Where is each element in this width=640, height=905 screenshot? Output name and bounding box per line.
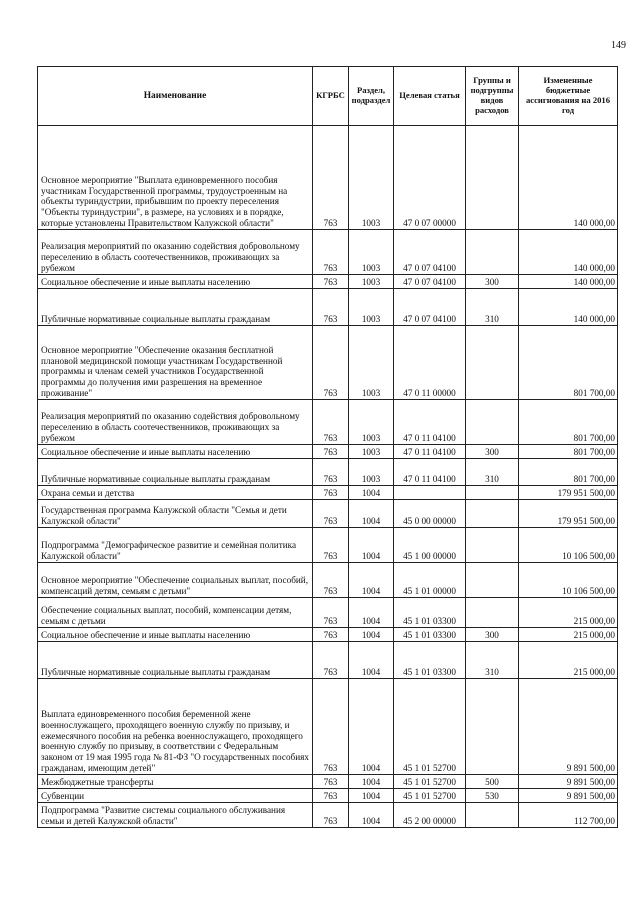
table-row bbox=[38, 679, 618, 775]
row-kgrbs: 763 bbox=[313, 500, 349, 528]
row-section: 1003 bbox=[349, 126, 394, 230]
row-amount: 9 891 500,00 bbox=[519, 679, 618, 775]
table-row bbox=[38, 598, 618, 628]
row-name: Публичные нормативные социальные выплаты гражданам bbox=[38, 289, 313, 326]
table-row bbox=[38, 500, 618, 528]
table-row bbox=[38, 789, 618, 803]
header-kgrbs: КГРБС bbox=[313, 67, 349, 126]
row-group: 300 bbox=[466, 275, 519, 289]
row-name: Основное мероприятие "Обеспечение социальных выплат, пособий, компенсаций детям, семьям с детьми" bbox=[38, 563, 313, 598]
row-name: Обеспечение социальных выплат, пособий, компенсации детям, семьям с детьми bbox=[38, 598, 313, 628]
row-amount: 10 106 500,00 bbox=[519, 563, 618, 598]
row-section: 1003 bbox=[349, 459, 394, 486]
row-name: Охрана семьи и детства bbox=[38, 486, 313, 500]
row-amount: 215 000,00 bbox=[519, 628, 618, 642]
table-row bbox=[38, 289, 618, 326]
row-group bbox=[466, 500, 519, 528]
row-amount: 140 000,00 bbox=[519, 275, 618, 289]
row-target: 47 0 07 04100 bbox=[394, 230, 466, 275]
row-target: 45 1 00 00000 bbox=[394, 528, 466, 563]
row-group: 530 bbox=[466, 789, 519, 803]
row-kgrbs: 763 bbox=[313, 789, 349, 803]
row-section: 1003 bbox=[349, 275, 394, 289]
row-section: 1004 bbox=[349, 628, 394, 642]
row-kgrbs: 763 bbox=[313, 803, 349, 828]
row-target: 47 0 11 04100 bbox=[394, 400, 466, 445]
row-kgrbs: 763 bbox=[313, 486, 349, 500]
row-target: 45 0 00 00000 bbox=[394, 500, 466, 528]
row-kgrbs: 763 bbox=[313, 642, 349, 679]
row-target: 45 1 01 52700 bbox=[394, 679, 466, 775]
row-kgrbs: 763 bbox=[313, 400, 349, 445]
row-section: 1003 bbox=[349, 400, 394, 445]
row-section: 1004 bbox=[349, 803, 394, 828]
row-group bbox=[466, 230, 519, 275]
row-name: Подпрограмма "Развитие системы социального обслуживания семьи и детей Калужской области" bbox=[38, 803, 313, 828]
table-row bbox=[38, 628, 618, 642]
row-group bbox=[466, 803, 519, 828]
row-kgrbs: 763 bbox=[313, 289, 349, 326]
row-name: Реализация мероприятий по оказанию содействия добровольному переселению в область соотечественников, проживающих за рубежом bbox=[38, 400, 313, 445]
header-section: Раздел, подраздел bbox=[349, 67, 394, 126]
row-name: Государственная программа Калужской области "Семья и дети Калужской области" bbox=[38, 500, 313, 528]
row-section: 1004 bbox=[349, 528, 394, 563]
row-section: 1003 bbox=[349, 289, 394, 326]
row-kgrbs: 763 bbox=[313, 563, 349, 598]
row-amount: 140 000,00 bbox=[519, 289, 618, 326]
row-group bbox=[466, 563, 519, 598]
table-row bbox=[38, 459, 618, 486]
row-target: 45 2 00 00000 bbox=[394, 803, 466, 828]
row-target: 45 1 01 52700 bbox=[394, 789, 466, 803]
table-row bbox=[38, 400, 618, 445]
row-section: 1004 bbox=[349, 598, 394, 628]
row-group bbox=[466, 400, 519, 445]
row-amount: 801 700,00 bbox=[519, 400, 618, 445]
row-section: 1004 bbox=[349, 775, 394, 789]
table-row bbox=[38, 642, 618, 679]
row-group: 310 bbox=[466, 642, 519, 679]
header-group: Группы и подгруппы видов расходов bbox=[466, 67, 519, 126]
row-amount: 179 951 500,00 bbox=[519, 500, 618, 528]
row-target: 47 0 11 04100 bbox=[394, 445, 466, 459]
row-group: 310 bbox=[466, 289, 519, 326]
row-target bbox=[394, 486, 466, 500]
table-row bbox=[38, 230, 618, 275]
row-kgrbs: 763 bbox=[313, 598, 349, 628]
row-kgrbs: 763 bbox=[313, 275, 349, 289]
row-section: 1004 bbox=[349, 642, 394, 679]
row-kgrbs: 763 bbox=[313, 445, 349, 459]
row-target: 45 1 01 03300 bbox=[394, 598, 466, 628]
row-section: 1004 bbox=[349, 486, 394, 500]
row-kgrbs: 763 bbox=[313, 528, 349, 563]
row-target: 47 0 07 00000 bbox=[394, 126, 466, 230]
row-amount: 215 000,00 bbox=[519, 642, 618, 679]
row-name: Публичные нормативные социальные выплаты гражданам bbox=[38, 459, 313, 486]
row-group: 500 bbox=[466, 775, 519, 789]
row-section: 1004 bbox=[349, 679, 394, 775]
row-amount: 10 106 500,00 bbox=[519, 528, 618, 563]
row-group: 300 bbox=[466, 628, 519, 642]
table-row bbox=[38, 275, 618, 289]
row-name: Выплата единовременного пособия беременной жене военнослужащего, проходящего военную службу по призыву, и ежемесячного пособия на ребенка военнослужащего, проходящего военную службу по призыву, в соответствии с Федеральным законом от 19 мая 1995 года № 81-ФЗ "О государственных пособиях гражданам, имеющим детей" bbox=[38, 679, 313, 775]
row-group bbox=[466, 598, 519, 628]
table-row bbox=[38, 528, 618, 563]
row-amount: 801 700,00 bbox=[519, 445, 618, 459]
row-amount: 140 000,00 bbox=[519, 230, 618, 275]
row-section: 1003 bbox=[349, 230, 394, 275]
row-name: Социальное обеспечение и иные выплаты населению bbox=[38, 445, 313, 459]
table-row bbox=[38, 775, 618, 789]
row-amount: 215 000,00 bbox=[519, 598, 618, 628]
row-name: Подпрограмма "Демографическое развитие и семейная политика Калужской области" bbox=[38, 528, 313, 563]
row-section: 1003 bbox=[349, 326, 394, 400]
row-name: Реализация мероприятий по оказанию содействия добровольному переселению в область соотечественников, проживающих за рубежом bbox=[38, 230, 313, 275]
row-group bbox=[466, 326, 519, 400]
header-target: Целевая статья bbox=[394, 67, 466, 126]
row-amount: 801 700,00 bbox=[519, 326, 618, 400]
row-amount: 140 000,00 bbox=[519, 126, 618, 230]
row-group bbox=[466, 486, 519, 500]
row-kgrbs: 763 bbox=[313, 459, 349, 486]
row-amount: 801 700,00 bbox=[519, 459, 618, 486]
row-amount: 112 700,00 bbox=[519, 803, 618, 828]
row-target: 45 1 01 03300 bbox=[394, 628, 466, 642]
budget-table bbox=[37, 66, 618, 828]
row-name: Социальное обеспечение и иные выплаты населению bbox=[38, 628, 313, 642]
row-kgrbs: 763 bbox=[313, 628, 349, 642]
row-name: Социальное обеспечение и иные выплаты населению bbox=[38, 275, 313, 289]
page-number: 149 bbox=[611, 40, 626, 51]
header-amount: Измененные бюджетные ассигнования на 2016 год bbox=[519, 67, 618, 126]
row-kgrbs: 763 bbox=[313, 679, 349, 775]
row-target: 45 1 01 00000 bbox=[394, 563, 466, 598]
table-row bbox=[38, 563, 618, 598]
row-target: 45 1 01 03300 bbox=[394, 642, 466, 679]
row-amount: 9 891 500,00 bbox=[519, 789, 618, 803]
row-group: 300 bbox=[466, 445, 519, 459]
row-amount: 9 891 500,00 bbox=[519, 775, 618, 789]
row-kgrbs: 763 bbox=[313, 126, 349, 230]
row-target: 47 0 07 04100 bbox=[394, 275, 466, 289]
row-name: Основное мероприятие "Выплата единовременного пособия участникам Государственной программы, трудоустроенным на объекты туриндустрии, прибывшим по проекту переселения "Объекты туриндустрии", в размере, на условиях и в порядке, которые установлены Правительством Калужской области" bbox=[38, 126, 313, 230]
table-row bbox=[38, 126, 618, 230]
row-section: 1004 bbox=[349, 500, 394, 528]
row-kgrbs: 763 bbox=[313, 230, 349, 275]
table-body bbox=[38, 126, 618, 828]
row-target: 47 0 11 04100 bbox=[394, 459, 466, 486]
row-group bbox=[466, 679, 519, 775]
table-row bbox=[38, 486, 618, 500]
table-header bbox=[38, 67, 618, 126]
table-row bbox=[38, 326, 618, 400]
row-amount: 179 951 500,00 bbox=[519, 486, 618, 500]
row-kgrbs: 763 bbox=[313, 326, 349, 400]
row-name: Субвенции bbox=[38, 789, 313, 803]
row-target: 47 0 11 00000 bbox=[394, 326, 466, 400]
table-row bbox=[38, 803, 618, 828]
row-group bbox=[466, 126, 519, 230]
row-group bbox=[466, 528, 519, 563]
row-kgrbs: 763 bbox=[313, 775, 349, 789]
row-group: 310 bbox=[466, 459, 519, 486]
row-target: 45 1 01 52700 bbox=[394, 775, 466, 789]
row-name: Основное мероприятие "Обеспечение оказания бесплатной плановой медицинской помощи участникам Государственной программы и членам семей участников Государственной программы до получения ими разрешения на временное проживание" bbox=[38, 326, 313, 400]
row-section: 1004 bbox=[349, 789, 394, 803]
row-section: 1004 bbox=[349, 563, 394, 598]
table-row bbox=[38, 445, 618, 459]
row-name: Публичные нормативные социальные выплаты гражданам bbox=[38, 642, 313, 679]
row-section: 1003 bbox=[349, 445, 394, 459]
row-name: Межбюджетные трансферты bbox=[38, 775, 313, 789]
header-name: Наименование bbox=[38, 67, 313, 126]
row-target: 47 0 07 04100 bbox=[394, 289, 466, 326]
